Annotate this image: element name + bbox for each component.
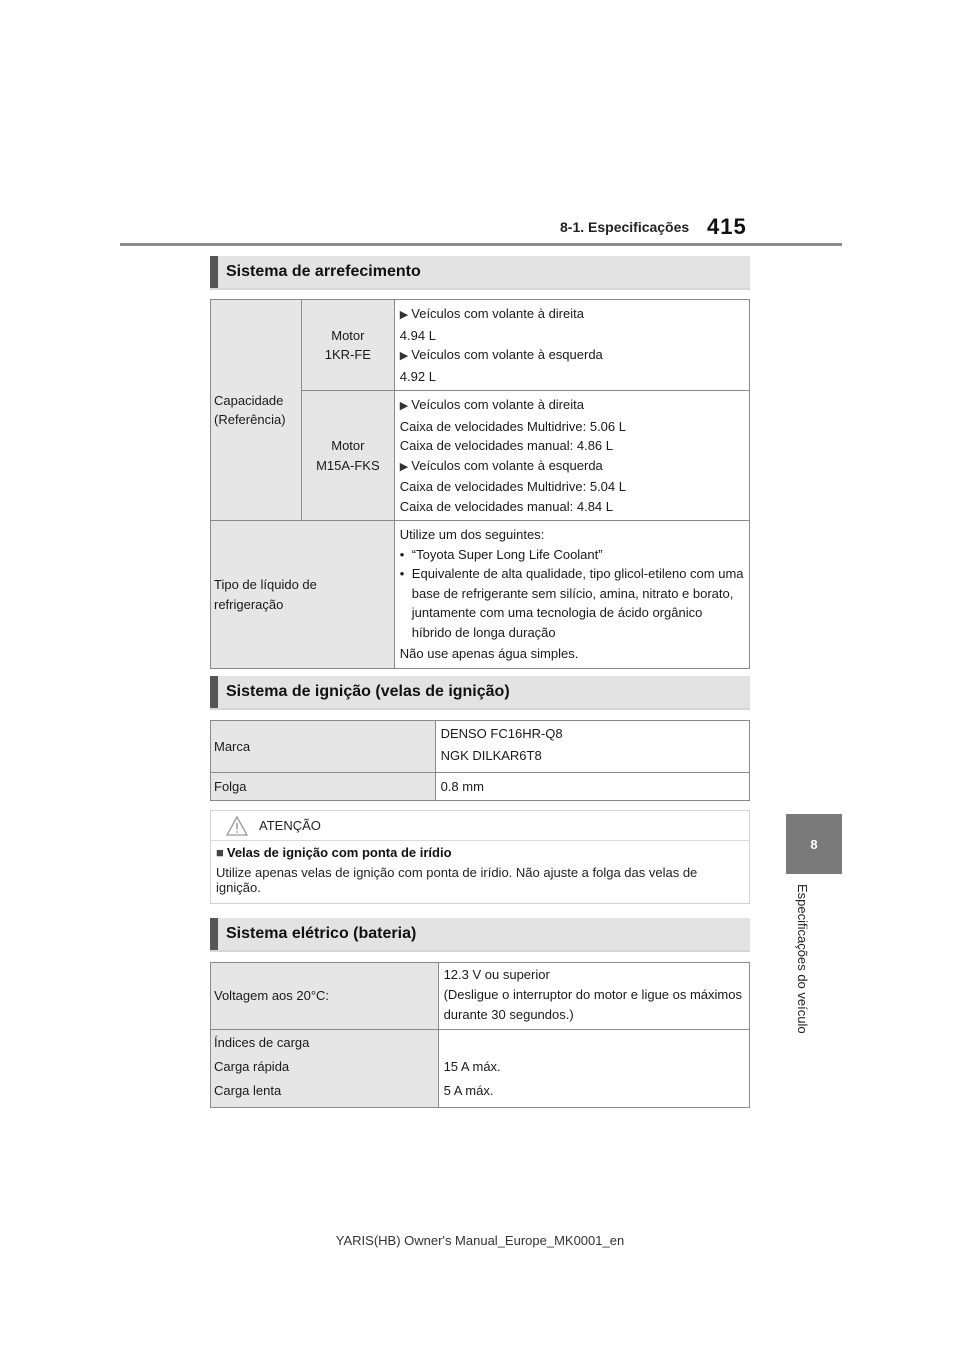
arrow-icon: ▶ [399, 309, 409, 321]
gap-value: 0.8 mm [435, 773, 749, 801]
table-row [211, 521, 750, 669]
value-line: DENSO FC16HR-Q8 [440, 726, 563, 741]
gap-label: Folga [211, 773, 436, 801]
footer-text: YARIS(HB) Owner's Manual_Europe_MK0001_en [335, 1233, 625, 1248]
value-line: Caixa de velocidades Multidrive: 5.06 L [399, 418, 626, 434]
electrical-section-title: Sistema elétrico (bateria) [210, 918, 750, 950]
chapter-tab: 8 [786, 814, 842, 874]
value-line: Veículos com volante à esquerda [411, 347, 603, 362]
table-row [211, 721, 750, 773]
caution-label: ATENÇÃO [259, 818, 321, 833]
arrow-icon: ▶ [399, 350, 409, 362]
value-line: 4.94 L [399, 327, 436, 343]
coolant-type-values [394, 521, 749, 669]
ignition-table [210, 720, 750, 801]
chapter-label: Especificações do veículo [795, 884, 810, 1034]
header-rule [120, 243, 842, 246]
charge-values [438, 1030, 749, 1108]
fast-charge-value: 15 A máx. [443, 1059, 501, 1074]
ignition-section-title: Sistema de ignição (velas de ignição) [210, 676, 750, 708]
voltage-note: (Desligue o interruptor do motor e ligue os máximos durante 30 segundos.) [443, 987, 742, 1022]
table-row [211, 963, 750, 1030]
coolant-type-label: Tipo de líquido de refrigeração [211, 521, 395, 669]
engine-1kr-fe-values [394, 300, 749, 391]
value-line: Veículos com volante à direita [411, 306, 584, 321]
brand-values [435, 721, 749, 773]
value-line: Caixa de velocidades Multidrive: 5.04 L [399, 479, 626, 494]
value-line: Caixa de velocidades manual: 4.84 L [399, 498, 613, 514]
coolant-note: Não use apenas água simples. [399, 646, 579, 661]
engine-m15a-fks-values [394, 391, 749, 521]
page-number: 415 [707, 214, 747, 239]
cooling-table [210, 299, 750, 669]
voltage-value: 12.3 V ou superior [443, 967, 550, 982]
slow-charge-label: Carga lenta [214, 1083, 282, 1098]
charge-labels [211, 1030, 439, 1108]
coolant-intro: Utilize um dos seguintes: [399, 527, 545, 542]
engine-1kr-fe-label: Motor 1KR-FE [301, 300, 394, 391]
bullet-icon: • [399, 546, 405, 562]
caution-title: ■ Velas de ignição com ponta de irídio [216, 845, 452, 860]
arrow-icon: ▶ [399, 400, 409, 412]
cooling-section-title: Sistema de arrefecimento [210, 256, 750, 288]
engine-m15a-fks-label: Motor M15A-FKS [301, 391, 394, 521]
slow-charge-value: 5 A máx. [443, 1083, 494, 1098]
caution-text: Utilize apenas velas de ignição com ponta de irídio. Não ajuste a folga das velas de ignição. [216, 865, 698, 895]
value-line: Veículos com volante à esquerda [411, 457, 603, 473]
voltage-values [438, 963, 749, 1030]
list-item: • “Toyota Super Long Life Coolant” [400, 545, 744, 565]
brand-label: Marca [211, 721, 436, 773]
warning-triangle-icon [225, 815, 249, 837]
list-item: • Equivalente de alta qualidade, tipo glicol-etileno com uma base de refrigerante sem silício, amina, nitrato e borato, juntamente com uma tecnologia de ácido orgânico híbrido de longa duração [400, 564, 744, 642]
header-section-title: 8-1. Especificações [560, 219, 690, 235]
table-row [211, 1030, 750, 1108]
table-row [211, 773, 750, 801]
square-bullet-icon: ■ [216, 845, 224, 860]
electrical-table [210, 962, 750, 1108]
capacity-label: Capacidade (Referência) [211, 300, 302, 521]
bullet-icon: • [399, 566, 405, 581]
arrow-icon: ▶ [399, 460, 409, 473]
value-line: 4.92 L [399, 368, 436, 384]
voltage-label: Voltagem aos 20°C: [211, 963, 439, 1030]
value-line: Veículos com volante à direita [411, 397, 584, 412]
value-line: NGK DILKAR6T8 [440, 748, 542, 763]
table-row [211, 300, 750, 391]
value-line: Caixa de velocidades manual: 4.86 L [399, 438, 613, 453]
charge-rates-label: Índices de carga [214, 1035, 310, 1050]
fast-charge-label: Carga rápida [214, 1059, 290, 1074]
caution-box [210, 810, 750, 904]
caution-header [211, 811, 749, 841]
